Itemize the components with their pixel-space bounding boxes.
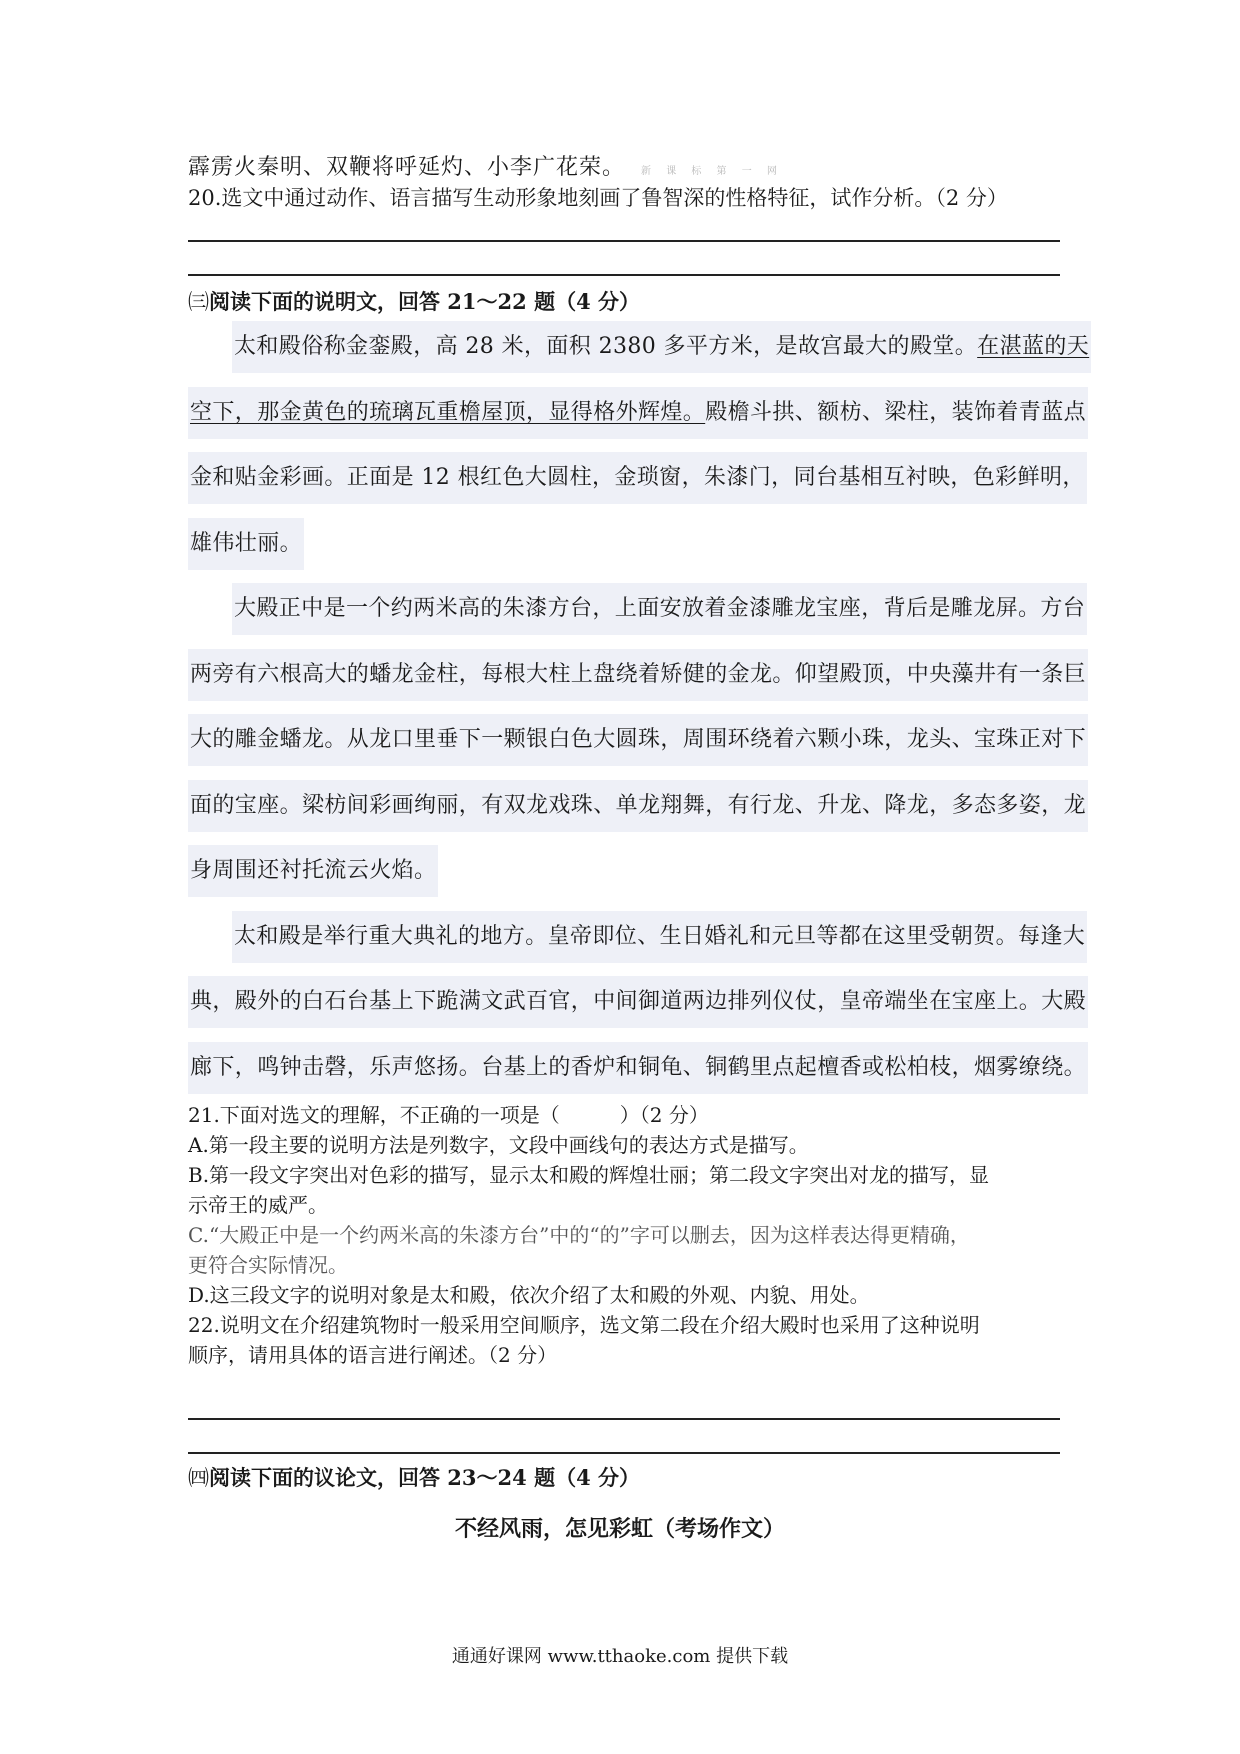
passage-line: 金和贴金彩画。正面是 12 根红色大圆柱，金琐窗，朱漆门，同台基相互衬映，色彩鲜明， xyxy=(188,452,1062,518)
expository-passage xyxy=(188,321,1090,1107)
passage-line: 大殿正中是一个约两米高的朱漆方台，上面安放着金漆雕龙宝座，背后是雕龙屏。方台 xyxy=(188,583,1062,649)
choice-a: A.第一段主要的说明方法是列数字，文段中画线句的表达方式是描写。 xyxy=(188,1133,809,1157)
passage-line: 面的宝座。梁枋间彩画绚丽，有双龙戏珠、单龙翔舞，有行龙、升龙、降龙，多态多姿，龙 xyxy=(188,780,1062,846)
section-3-heading xyxy=(188,286,640,316)
passage-line: 大的雕金蟠龙。从龙口里垂下一颗银白色大圆珠，周围环绕着六颗小珠，龙头、宝珠正对下 xyxy=(188,714,1062,780)
section-4-heading xyxy=(188,1462,640,1492)
section-number: ㈢ xyxy=(188,290,209,314)
choice-d: D.这三段文字的说明对象是太和殿，依次介绍了太和殿的外观、内貌、用处。 xyxy=(188,1283,870,1307)
answer-line xyxy=(188,240,1060,242)
choice-c-cont: 更符合实际情况。 xyxy=(188,1253,348,1277)
answer-line xyxy=(188,274,1060,276)
answer-line xyxy=(188,1452,1060,1454)
passage-line: 廊下，鸣钟击磬，乐声悠扬。台基上的香炉和铜龟、铜鹤里点起檀香或松柏枝，烟雾缭绕。 xyxy=(188,1042,1062,1108)
choice-c: C.“大殿正中是一个约两米高的朱漆方台”中的“的”字可以删去，因为这样表达得更精确， xyxy=(188,1223,970,1247)
page-footer: 通通好课网 www.tthaoke.com 提供下载 xyxy=(451,1646,789,1667)
question-21-stem: 21.下面对选文的理解，不正确的一项是（ ）（2 分） xyxy=(188,1103,709,1127)
choice-b: B.第一段文字突出对色彩的描写，显示太和殿的辉煌壮丽；第二段文字突出对龙的描写，显 xyxy=(188,1163,990,1187)
section-heading-text: 阅读下面的议论文，回答 23～24 题（4 分） xyxy=(209,1465,640,1490)
previous-answer-line xyxy=(188,150,783,181)
question-21 xyxy=(188,1100,1068,1370)
section-heading-text: 阅读下面的说明文，回答 21～22 题（4 分） xyxy=(209,289,640,314)
section-number: ㈣ xyxy=(188,1466,209,1490)
question-20: 20.选文中通过动作、语言描写生动形象地刻画了鲁智深的性格特征，试作分析。（2 分） xyxy=(188,186,1008,210)
previous-answer-text: 霹雳火秦明、双鞭将呼延灼、小李广花荣。 xyxy=(188,155,626,180)
underlined-sentence: 在湛蓝的天 xyxy=(977,334,1090,359)
essay-title: 不经风雨，怎见彩虹（考场作文） xyxy=(454,1516,785,1542)
passage-line: 太和殿是举行重大典礼的地方。皇帝即位、生日婚礼和元旦等都在这里受朝贺。每逢大 xyxy=(188,911,1062,977)
watermark-text: 新 课 标 第 一 网 xyxy=(641,166,783,177)
passage-line: 空下，那金黄色的琉璃瓦重檐屋顶，显得格外辉煌。殿檐斗拱、额枋、梁柱，装饰着青蓝点 xyxy=(188,387,1062,453)
answer-line xyxy=(188,1418,1060,1420)
question-22: 22.说明文在介绍建筑物时一般采用空间顺序，选文第二段在介绍大殿时也采用了这种说明 xyxy=(188,1313,980,1337)
underlined-sentence: 空下，那金黄色的琉璃瓦重檐屋顶，显得格外辉煌。 xyxy=(190,399,706,425)
passage-line: 两旁有六根高大的蟠龙金柱，每根大柱上盘绕着矫健的金龙。仰望殿顶，中央藻井有一条巨 xyxy=(188,649,1062,715)
choice-b-cont: 示帝王的威严。 xyxy=(188,1193,328,1217)
passage-line: 雄伟壮丽。 xyxy=(188,518,1062,584)
passage-line: 身周围还衬托流云火焰。 xyxy=(188,845,1062,911)
question-22-cont: 顺序，请用具体的语言进行阐述。（2 分） xyxy=(188,1343,558,1367)
passage-line: 太和殿俗称金銮殿，高 28 米，面积 2380 多平方米，是故宫最大的殿堂。在湛蓝的天 xyxy=(188,321,1062,387)
passage-line: 典，殿外的白石台基上下跪满文武百官，中间御道两边排列仪仗，皇帝端坐在宝座上。大殿 xyxy=(188,976,1062,1042)
